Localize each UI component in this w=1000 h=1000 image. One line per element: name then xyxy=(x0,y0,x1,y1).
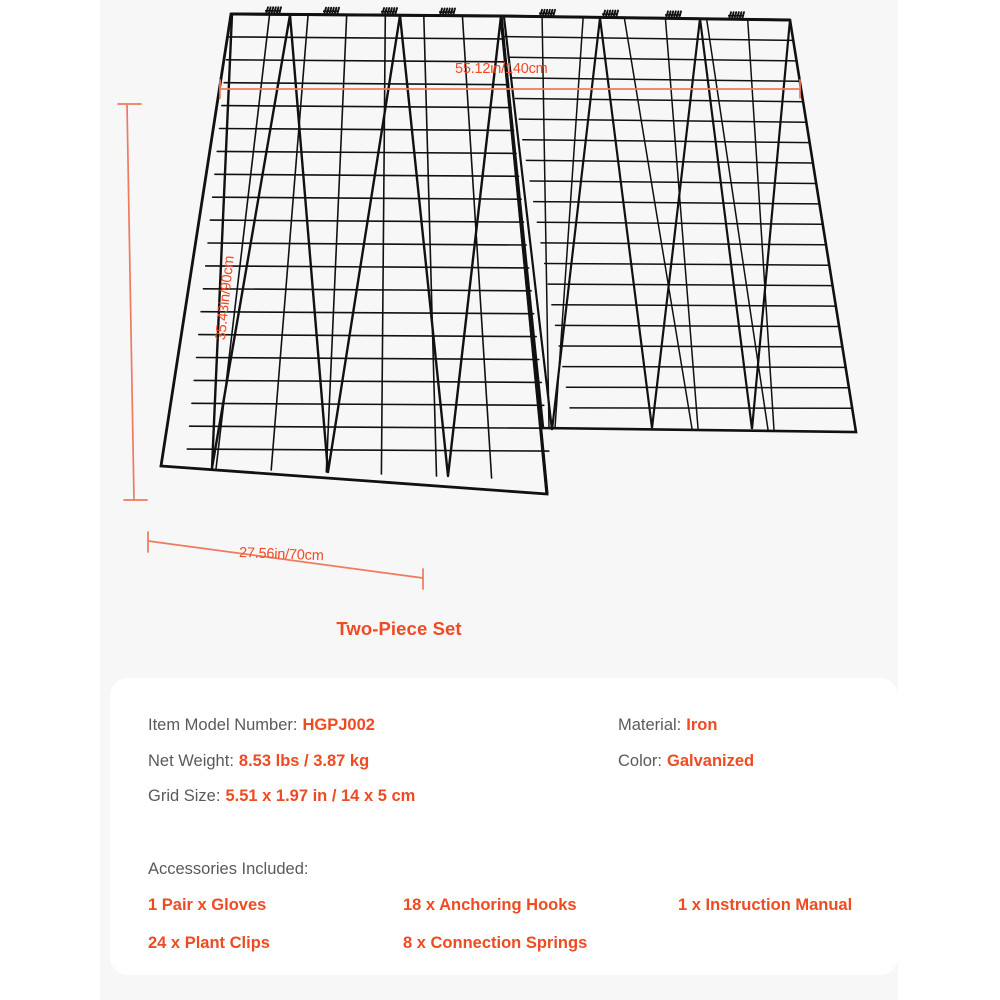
dimension-label-width: 55.12in/140cm xyxy=(455,61,548,77)
spec-label: Grid Size: xyxy=(148,787,221,805)
specification-card xyxy=(110,678,898,975)
spec-value: Galvanized xyxy=(667,751,755,770)
spec-value: 5.51 x 1.97 in / 14 x 5 cm xyxy=(225,787,416,805)
spec-label: Material: xyxy=(618,716,682,734)
spec-value: Iron xyxy=(686,716,718,734)
product-illustration xyxy=(100,0,898,678)
accessory-item: 24 x Plant Clips xyxy=(148,934,270,952)
spec-cell xyxy=(618,752,868,771)
accessory-item: 1 Pair x Gloves xyxy=(148,896,267,914)
trellis-panel-back xyxy=(501,16,856,432)
front-panel-rungs xyxy=(187,37,549,451)
accessories-heading: Accessories Included: xyxy=(148,860,309,878)
spec-cell xyxy=(148,752,618,771)
dimension-label-depth: 27.56in/70cm xyxy=(238,545,324,565)
spec-value: 8.53 lbs / 3.87 kg xyxy=(238,751,370,770)
spec-cell xyxy=(618,787,868,806)
spec-label: Color: xyxy=(618,751,663,770)
spec-row xyxy=(148,716,868,735)
accessory-item: 1 x Instruction Manual xyxy=(678,896,853,914)
dimension-line-height xyxy=(127,104,134,500)
spec-label: Net Weight: xyxy=(148,751,234,770)
spec-label: Item Model Number: xyxy=(148,716,298,734)
spec-row xyxy=(148,752,868,771)
spec-row xyxy=(148,787,868,806)
specification-grid xyxy=(148,716,868,823)
accessories-grid xyxy=(148,896,878,972)
spec-cell xyxy=(148,716,618,735)
spec-value: HGPJ002 xyxy=(302,716,375,734)
spec-cell xyxy=(618,716,868,735)
accessories-row xyxy=(148,934,878,953)
accessory-item: 18 x Anchoring Hooks xyxy=(403,896,577,914)
spec-cell xyxy=(148,787,618,806)
ridge-spine xyxy=(231,14,790,494)
accessories-row xyxy=(148,896,878,915)
set-title: Two-Piece Set xyxy=(336,618,462,639)
dimension-label-height: 35.43in/90cm xyxy=(212,255,238,341)
accessory-item: 8 x Connection Springs xyxy=(403,934,588,952)
